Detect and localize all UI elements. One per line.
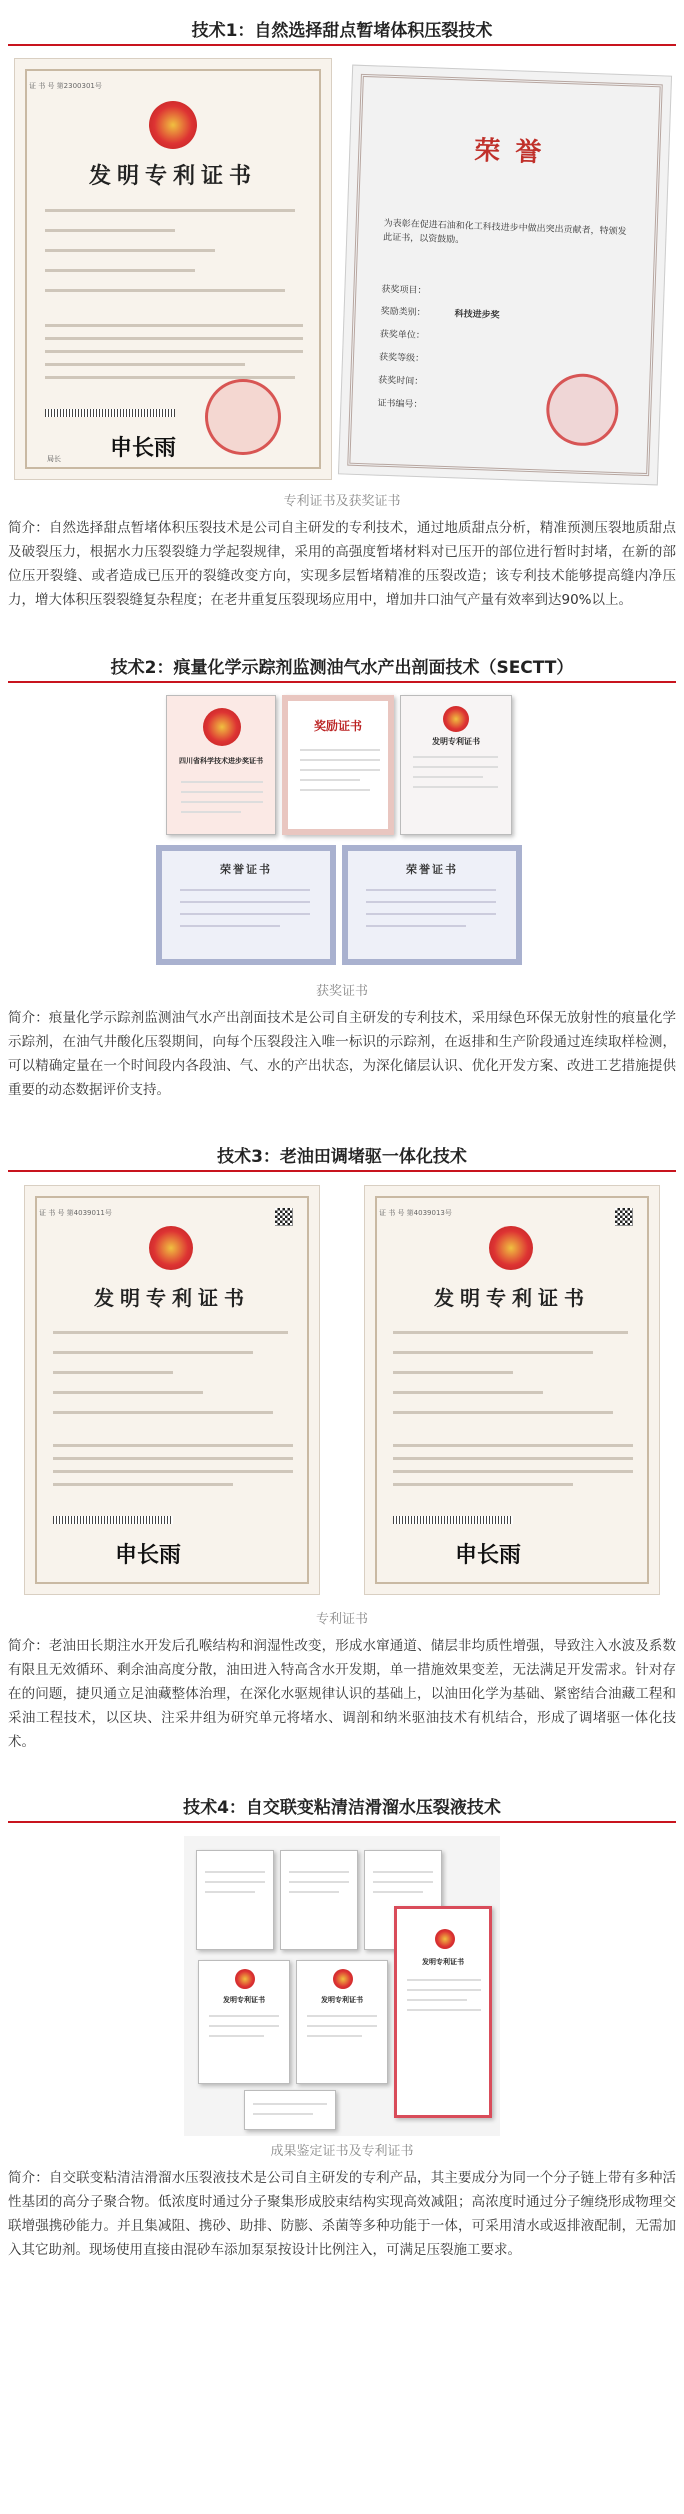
award-certificate-1: 荣 誉 为表彰在促进石油和化工科技进步中做出突出贡献者，特颁发此证书，以资鼓励。 获奖项目： 奖励类别： 科技进步奖 获奖单位： 获奖等级： 获奖时间： 证书编号： bbox=[338, 65, 672, 486]
section-1-rule bbox=[8, 44, 676, 46]
patent-certificate-4-title: 发明专利证书 bbox=[434, 1286, 590, 1310]
honor-certificate-1 bbox=[156, 845, 336, 965]
section-4-title: 技术4：自交联变粘清洁滑溜水压裂液技术 bbox=[183, 1798, 501, 1818]
section-1-title: 技术1：自然选择甜点暂堵体积压裂技术 bbox=[191, 21, 493, 41]
section-2-title: 技术2：痕量化学示踪剂监测油气水产出剖面技术（SECTT） bbox=[110, 658, 574, 678]
section-1-caption: 专利证书及获奖证书 bbox=[283, 494, 401, 509]
section-3-title: 技术3：老油田调堵驱一体化技术 bbox=[217, 1147, 467, 1167]
patent-certificate-title: 发明专利证书 bbox=[88, 163, 257, 189]
official-seal-icon bbox=[205, 379, 281, 455]
section-3-rule bbox=[8, 1170, 676, 1172]
honor-certificate-2-title: 荣誉证书 bbox=[406, 863, 458, 876]
national-emblem-icon bbox=[149, 101, 197, 149]
national-emblem-icon bbox=[489, 1226, 533, 1270]
collage-cert-7 bbox=[244, 2090, 336, 2130]
patent-certificate-3: 证 书 号 第4039011号 发明专利证书 申长雨 bbox=[24, 1185, 320, 1595]
reward-certificate-title: 奖励证书 bbox=[313, 719, 362, 733]
section-3-caption: 专利证书 bbox=[315, 1612, 368, 1627]
section-4-caption: 成果鉴定证书及专利证书 bbox=[270, 2144, 414, 2159]
patent-certificate-4: 证 书 号 第4039013号 发明专利证书 申长雨 bbox=[364, 1185, 660, 1595]
collage-cert-6 bbox=[394, 1906, 492, 2118]
collage-cert-6-title: 发明专利证书 bbox=[422, 1958, 464, 1966]
signature-icon: 申长雨 bbox=[455, 1542, 522, 1568]
section-4-text: 简介：自交联变粘清洁滑溜水压裂液技术是公司自主研发的专利产品，其主要成分为同一个分子链上带有多种活性基团的高分子聚合物。低浓度时通过分子聚集形成胶束结构实现高效减阻；高浓度时通过分子缠绕形成物理交联增强携砂能力。并且集减阻、携砂、助排、防膨、杀菌等多种功能于一体，可采用清水或返排液配制，无需加入其它助剂。现场使用直接由混砂车添加泵泵按设计比例注入，可满足压裂施工要求。 bbox=[8, 2170, 676, 2258]
provincial-award-certificate bbox=[166, 695, 276, 835]
collage-cert-4 bbox=[198, 1960, 290, 2084]
section-2-caption: 获奖证书 bbox=[315, 984, 368, 999]
section-1-text: 简介：自然选择甜点暂堵体积压裂技术是公司自主研发的专利技术，通过地质甜点分析，精准预测压裂地质甜点及破裂压力，根据水力压裂裂缝力学起裂规律，采用的高强度暂堵材料对已压开的部位进行暂时封堵，在新的部位压开裂缝、或者造成已压开的裂缝改变方向，实现多层暂堵精准的压裂改造；该专利技术能够提高缝内净压力，增大体积压裂裂缝复杂程度；在老井重复压裂现场应用中，增加井口油气产量有效率到达90%以上。 bbox=[8, 520, 676, 608]
collage-cert-1 bbox=[196, 1850, 274, 1950]
collage-cert-2 bbox=[280, 1850, 358, 1950]
honor-certificate-1-title: 荣誉证书 bbox=[220, 863, 272, 876]
signature-icon: 申长雨 bbox=[115, 1542, 182, 1568]
signature-icon: 申长雨 bbox=[110, 435, 177, 461]
qr-code-icon bbox=[275, 1208, 293, 1226]
reward-certificate bbox=[282, 695, 394, 835]
collage-cert-4-title: 发明专利证书 bbox=[223, 1996, 265, 2004]
section-4-rule bbox=[8, 1821, 676, 1823]
provincial-award-title: 四川省科学技术进步奖证书 bbox=[179, 757, 263, 765]
certificate-collage bbox=[184, 1836, 500, 2136]
patent-certificate-3-title: 发明专利证书 bbox=[94, 1286, 250, 1310]
honor-certificate-2 bbox=[342, 845, 522, 965]
national-emblem-icon bbox=[149, 1226, 193, 1270]
honor-banner: 荣 誉 bbox=[473, 135, 545, 169]
qr-code-icon bbox=[615, 1208, 633, 1226]
patent-certificate-2-title: 发明专利证书 bbox=[432, 737, 480, 746]
section-2-rule bbox=[8, 681, 676, 683]
section-2-text: 简介：痕量化学示踪剂监测油气水产出剖面技术是公司自主研发的专利技术，采用绿色环保无放射性的痕量化学示踪剂，在油气井酸化压裂期间，向每个压裂段注入唯一标识的示踪剂，在返排和生产阶段通过连续取样检测，可以精确定量在一个时间段内各段油、气、水的产出状态，为深化储层认识、优化开发方案、改进工艺措施提供重要的动态数据评价支持。 bbox=[8, 1010, 676, 1098]
patent-certificate-1: 证 书 号 第2300301号 发明专利证书 申长雨 局长 bbox=[14, 58, 332, 480]
collage-cert-5 bbox=[296, 1960, 388, 2084]
collage-cert-5-title: 发明专利证书 bbox=[321, 1996, 363, 2004]
award-category: 科技进步奖 bbox=[454, 309, 500, 321]
section-3-text: 简介：老油田长期注水开发后孔喉结构和润湿性改变，形成水窜通道、储层非均质性增强，导致注入水波及系数有限且无效循环、剩余油高度分散，油田进入特高含水开发期，单一措施效果变差，无法满足开发需求。针对存在的问题，捷贝通立足油藏整体治理，在深化水驱规律认识的基础上，以油田化学为基础、紧密结合油藏工程和采油工程技术，以区块、注采井组为研究单元将堵水、调剖和纳米驱油技术有机结合，形成了调堵驱一体化技术。 bbox=[8, 1638, 676, 1750]
patent-certificate-2 bbox=[400, 695, 512, 835]
